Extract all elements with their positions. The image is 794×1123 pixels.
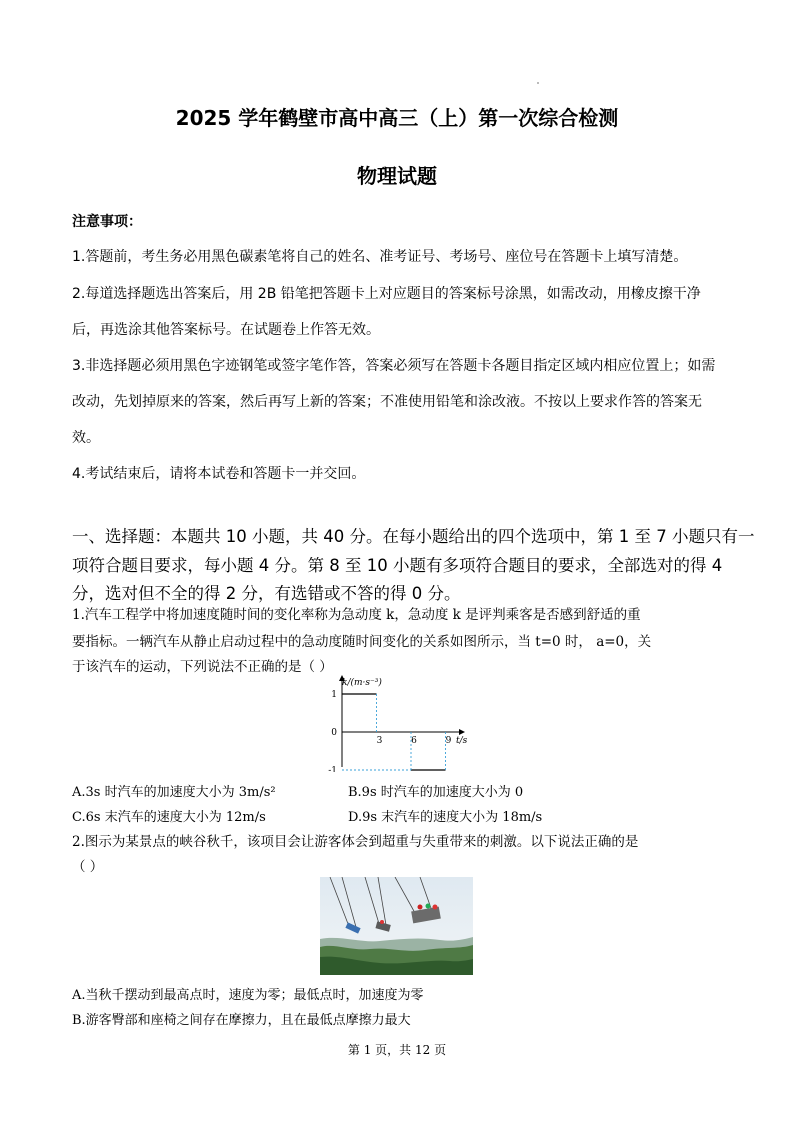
question-1-text: 要指标。一辆汽车从静止启动过程中的急动度随时间变化的关系如图所示，当 t=0 时， a=0，关 — [72, 634, 652, 650]
section-instructions: 项符合题目要求，每小题 4 分。第 8 至 10 小题有多项符合题目的要求，全部选对的得 4 — [72, 556, 723, 575]
y-tick-label: 0 — [331, 728, 337, 738]
notice-heading: 注意事项： — [72, 214, 142, 230]
notice-line: 3.非选择题必须用黑色字迹钢笔或签字笔作答，答案必须写在答题卡各题目指定区域内相应位置上；如需 — [72, 358, 716, 374]
question-2-option-b: B.游客臀部和座椅之间存在摩擦力，且在最低点摩擦力最大 — [72, 1013, 411, 1028]
question-1-option-b: B.9s 时汽车的加速度大小为 0 — [348, 785, 524, 800]
question-2-option-a: A.当秋千摆动到最高点时，速度为零；最低点时，加速度为零 — [72, 988, 424, 1003]
question-2-text: （ ） — [72, 859, 104, 875]
rider — [426, 904, 431, 909]
canyon-swing-photo — [320, 877, 473, 975]
rider — [418, 905, 423, 910]
notice-line: 效。 — [72, 430, 100, 446]
y-axis-label: k/(m·s⁻³) — [342, 678, 382, 688]
question-2-text: 2.图示为某景点的峡谷秋千，该项目会让游客体会到超重与失重带来的刺激。以下说法正确的是 — [72, 834, 639, 850]
question-1-option-c: C.6s 末汽车的速度大小为 12m/s — [72, 810, 266, 825]
notice-line: 改动，先划掉原来的答案，然后再写上新的答案；不准使用铅笔和涂改液。不按以上要求作答的答案无 — [72, 394, 702, 410]
y-tick-label: -1 — [328, 766, 337, 772]
rider — [433, 905, 438, 910]
jerk-time-graph — [322, 672, 472, 772]
scan-speck — [537, 82, 539, 84]
notice-line: 1.答题前，考生务必用黑色碳素笔将自己的姓名、准考证号、考场号、座位号在答题卡上填写清楚。 — [72, 249, 688, 265]
notice-line: 2.每道选择题选出答案后，用 2B 铅笔把答题卡上对应题目的答案标号涂黑，如需改动，用橡皮擦干净 — [72, 286, 701, 302]
page-footer: 第 1 页，共 12 页 — [347, 1043, 447, 1057]
section-instructions: 一、选择题：本题共 10 小题，共 40 分。在每小题给出的四个选项中，第 1 至 7 小题只有一 — [72, 527, 755, 546]
question-1-option-a: A.3s 时汽车的加速度大小为 3m/s² — [72, 785, 276, 800]
subject-title: 物理试题 — [357, 164, 437, 188]
notice-line: 4.考试结束后，请将本试卷和答题卡一并交回。 — [72, 466, 366, 482]
notice-line: 后，再选涂其他答案标号。在试题卷上作答无效。 — [72, 322, 380, 338]
x-axis-label: t/s — [456, 736, 468, 746]
x-tick-label: 6 — [411, 736, 417, 746]
rider — [380, 920, 384, 924]
exam-title: 2025 学年鹤壁市高中高三（上）第一次综合检测 — [175, 106, 619, 130]
section-instructions: 分，选对但不全的得 2 分，有选错或不答的得 0 分。 — [72, 584, 461, 603]
question-1-text: 1.汽车工程学中将加速度随时间的变化率称为急动度 k，急动度 k 是评判乘客是否感到舒适的重 — [72, 607, 641, 623]
question-1-text: 于该汽车的运动，下列说法不正确的是（ ） — [72, 659, 333, 675]
canyon-swing-illustration — [320, 877, 473, 975]
question-1-option-d: D.9s 末汽车的速度大小为 18m/s — [348, 810, 543, 825]
x-tick-label: 3 — [376, 736, 383, 746]
y-tick-label: 1 — [331, 690, 337, 700]
x-tick-label: 9 — [445, 736, 452, 746]
